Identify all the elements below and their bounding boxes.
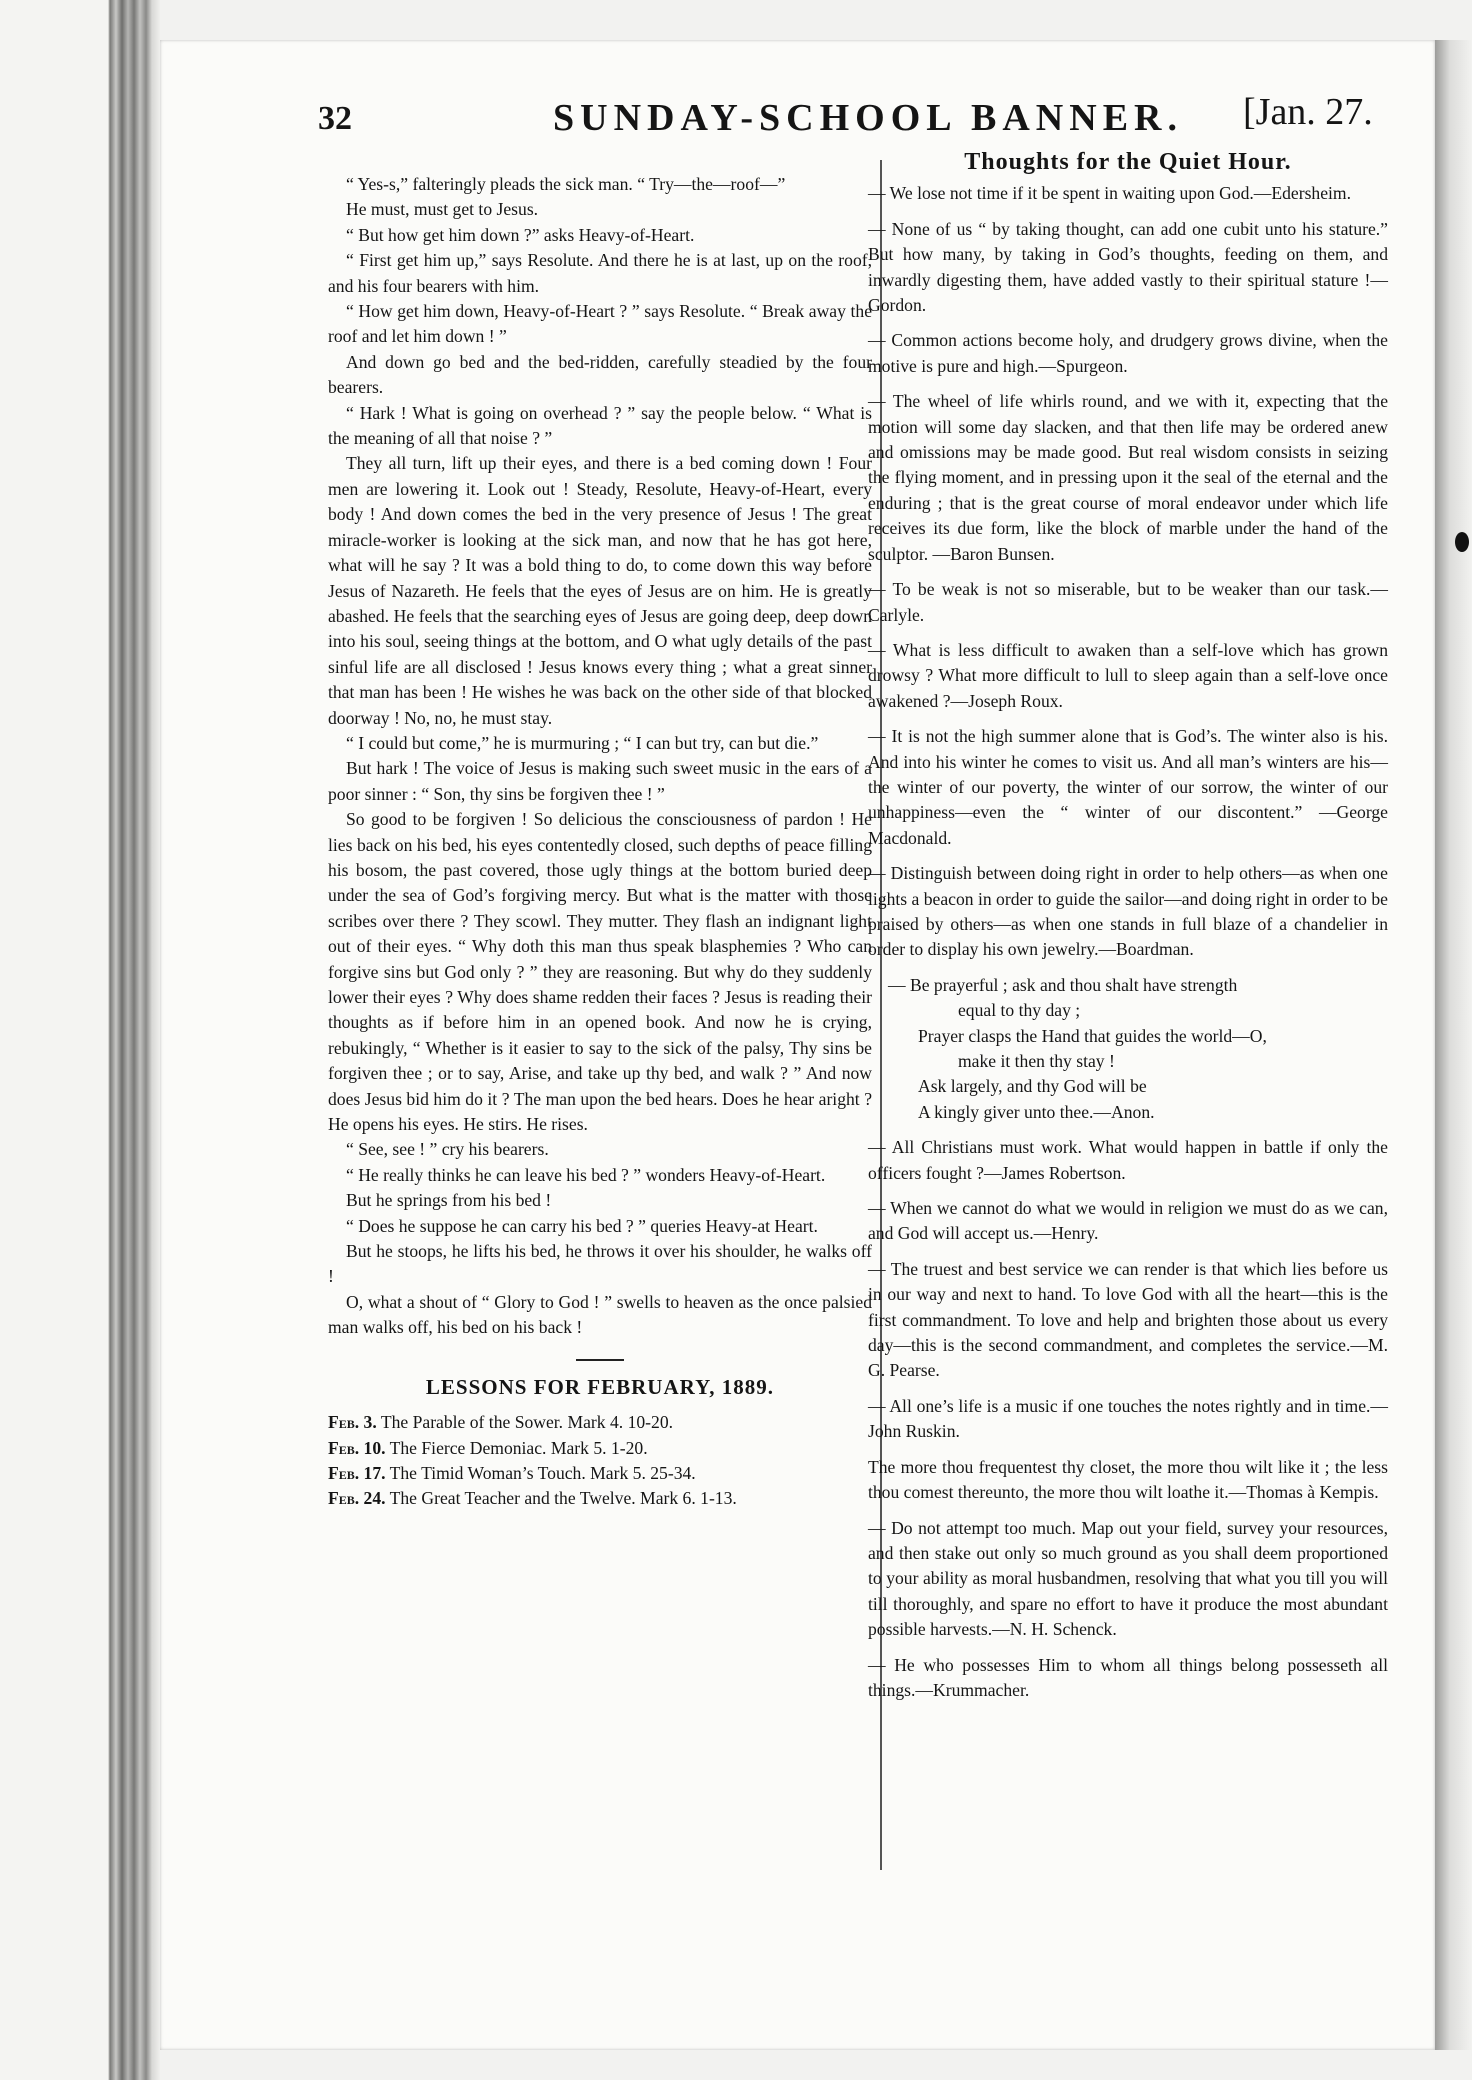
page-header — [168, 72, 1388, 142]
poem-line: Ask largely, and thy God will be — [918, 1076, 1147, 1097]
paragraph: They all turn, lift up their eyes, and there is a bed coming down ! Four men are lowering it. Look out ! Steady, Resolute, Heavy-of-Heart, every body ! And down comes the bed in the very presence of Jesus ! The great miracle-worker is looking at the sick man, and now that he has got here, what will he say ? It was a bold thing to do, to come down this way before Jesus of Nazareth. He feels that the eyes of Jesus are on him. He is greatly abashed. He feels that the searching eyes of Jesus are going deep, deep down into his soul, seeing things at the bottom, and O what ugly details of the past sinful life are all disclosed ! Jesus knows every thing ; what a great sinner that man has been ! He wishes he was back on the other side of that blocked doorway ! No, no, he must stay. — [328, 453, 872, 728]
quote: — The truest and best service we can render is that which lies before us in our way and next to hand. To love God with all the heart—this is the first commandment. To love and help and brighten those about us every day—this is the second commandment, and completes the service.—M. G. Pearse. — [868, 1258, 1388, 1381]
lesson-item — [328, 1461, 872, 1486]
ink-spot — [1455, 532, 1469, 552]
paragraph: But he stoops, he lifts his bed, he throws it over his shoulder, he walks off ! — [328, 1241, 872, 1287]
lesson-text: The Timid Woman’s Touch. Mark 5. 25-34. — [389, 1462, 696, 1483]
lesson-item — [328, 1410, 872, 1435]
quote: — All one’s life is a music if one touches the notes rightly and in time.—John Ruskin. — [868, 1395, 1388, 1442]
paragraph: He must, must get to Jesus. — [346, 199, 539, 220]
lessons-heading: LESSONS FOR FEBRUARY, 1889. — [425, 1374, 775, 1399]
quote: — He who possesses Him to whom all things belong possesseth all things.—Krummacher. — [868, 1654, 1388, 1700]
paragraph: O, what a shout of “ Glory to God ! ” swells to heaven as the once palsied man walks off, his bed on his back ! — [328, 1291, 872, 1338]
lesson-date: Feb. 24. — [328, 1488, 386, 1509]
paragraph: “ Yes-s,” falteringly pleads the sick man. “ Try—the—roof—” — [346, 174, 786, 194]
quote: — Common actions become holy, and drudgery grows divine, when the motive is pure and high.—Spurgeon. — [868, 330, 1388, 376]
poem-line: A kingly giver unto thee.—Anon. — [918, 1101, 1155, 1122]
paragraph: But he springs from his bed ! — [346, 1190, 552, 1211]
lesson-item — [328, 1486, 872, 1511]
right-column — [868, 150, 1388, 1713]
paragraph: “ He really thinks he can leave his bed ? ” wonders Heavy-of-Heart. — [346, 1164, 826, 1185]
poem-line: — Be prayerful ; ask and thou shalt have strength — [888, 974, 1238, 995]
poem-line: make it then thy stay ! — [958, 1051, 1115, 1071]
lesson-date: Feb. 3. — [328, 1412, 377, 1433]
poem-line: equal to thy day ; — [958, 1000, 1081, 1021]
section-title: Thoughts for the Quiet Hour. — [964, 149, 1292, 175]
paragraph: “ I could but come,” he is murmuring ; “ I can but try, can but die.” — [346, 732, 819, 753]
quote: — We lose not time if it be spent in waiting upon God.—Edersheim. — [868, 183, 1351, 204]
lesson-text: The Parable of the Sower. Mark 4. 10-20. — [380, 1412, 674, 1433]
book-binding-edge — [0, 0, 160, 2080]
quote: The more thou frequentest thy closet, the more thou wilt like it ; the less thou comest thereunto, the more thou wilt loathe it.—Thomas à Kempis. — [868, 1456, 1388, 1503]
quote: — When we cannot do what we would in religion we must do as we can, and God will accept us.—Henry. — [868, 1198, 1388, 1244]
poem-line: Prayer clasps the Hand that guides the world—O, — [918, 1025, 1267, 1046]
paragraph: So good to be forgiven ! So delicious the consciousness of pardon ! He lies back on his bed, his eyes contentedly closed, such depths of peace filling his bosom, the past covered, those ugly things at the bottom buried deep under the sea of God’s forgiving mercy. But what is the matter with those scribes over there ? They scowl. They mutter. They flash an indignant light out of their eyes. “ Why doth this man thus speak blasphemies ? Who can forgive sins but God only ? ” they are reasoning. But why do they suddenly lower their eyes ? Why does shame redden their faces ? Jesus is reading their thoughts as if before him in an opened book. And now he is crying, rebukingly, “ Whether is it easier to say to the sick of the palsy, Thy sins be forgiven thee ; or to say, Arise, and take up thy bed, and walk ? ” And now does Jesus bid him do it ? The man upon the bed hears. Does he hear aright ? He opens his eyes. He stirs. He rises. — [328, 809, 872, 1135]
paragraph: “ First get him up,” says Resolute. And there he is at last, up on the roof, and his four bearers with him. — [328, 250, 872, 296]
quote: — Distinguish between doing right in order to help others—as when one lights a beacon in order to guide the sailor—and doing right in order to be praised by others—as when one stands in full blaze of a chandelier in order to display his own jewelry.—Boardman. — [868, 863, 1388, 960]
page-right-edge — [1435, 40, 1472, 2050]
paragraph: “ Hark ! What is going on overhead ? ” say the people below. “ What is the meaning of all that noise ? ” — [328, 402, 872, 449]
quote: — All Christians must work. What would happen in battle if only the officers fought ?—James Robertson. — [868, 1137, 1388, 1183]
quote: — The wheel of life whirls round, and we with it, expecting that the motion will some day slacken, and that then life may be ordered anew and omissions may be made good. But real wisdom consists in seizing the flying moment, and in pressing upon it the seal of the eternal and the enduring ; that is the great course of moral endeavor under which life receives its due form, like the block of marble under the hand of the sculptor. —Baron Bunsen. — [868, 391, 1388, 564]
paragraph: “ How get him down, Heavy-of-Heart ? ” says Resolute. “ Break away the roof and let him down ! ” — [328, 301, 872, 347]
quote: — What is less difficult to awaken than a self-love which has grown drowsy ? What more difficult to lull to sleep again than a self-love once awakened ?—Joseph Roux. — [868, 639, 1388, 711]
left-column — [328, 172, 872, 1512]
quote: — None of us “ by taking thought, can add one cubit unto his stature.” But how many, by taking in God’s thoughts, feeding on them, and inwardly digesting them, have added vastly to their spiritual stature !—Gordon. — [868, 218, 1388, 316]
paragraph: “ But how get him down ?” asks Heavy-of-Heart. — [346, 224, 695, 245]
poem-block — [868, 973, 1388, 1125]
quote: — Do not attempt too much. Map out your field, survey your resources, and then stake out only so much ground as you shall deem proportioned to your ability as moral husbandmen, resolving that what you till you will till thoroughly, and spare no effort to have it produce the most abundant possible harvests.—N. H. Schenck. — [868, 1517, 1388, 1640]
paragraph: “ See, see ! ” cry his bearers. — [346, 1139, 549, 1160]
section-divider — [576, 1359, 624, 1361]
lesson-item — [328, 1436, 872, 1461]
quote: — It is not the high summer alone that is God’s. The winter also is his. And into his winter he comes to visit us. And all man’s winters are his—the winter of our poverty, the winter of our sorrow, the winter of our unhappiness—even the “ winter of our discontent.” —George Macdonald. — [868, 726, 1388, 848]
lesson-text: The Fierce Demoniac. Mark 5. 1-20. — [389, 1437, 648, 1458]
paragraph: But hark ! The voice of Jesus is making such sweet music in the ears of a poor sinner : “ Son, thy sins be forgiven thee ! ” — [328, 758, 872, 804]
quote: — To be weak is not so miserable, but to be weaker than our task.—Carlyle. — [868, 579, 1388, 625]
lesson-text: The Great Teacher and the Twelve. Mark 6. 1-13. — [389, 1488, 737, 1509]
lesson-date: Feb. 10. — [328, 1437, 386, 1458]
paragraph: “ Does he suppose he can carry his bed ? ” queries Heavy-at Heart. — [346, 1215, 818, 1236]
paragraph: And down go bed and the bed-ridden, carefully steadied by the four bearers. — [328, 351, 872, 398]
lesson-date: Feb. 17. — [328, 1462, 386, 1483]
issue-date: [Jan. 27. — [1243, 91, 1373, 133]
page-number: 32 — [318, 100, 352, 137]
publication-title: SUNDAY-SCHOOL BANNER. — [553, 97, 1183, 139]
